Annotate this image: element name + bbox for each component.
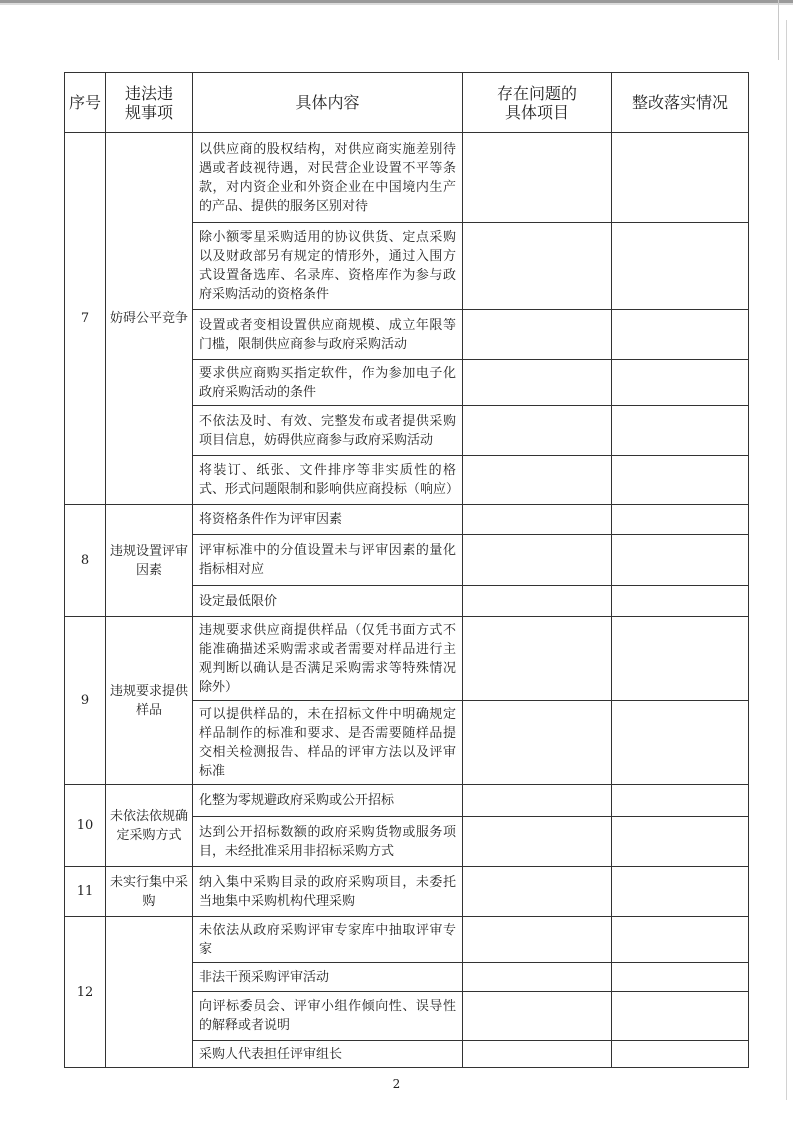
table-body [65,133,749,1068]
violation-category [106,917,193,1068]
rectify-cell[interactable] [612,963,749,992]
content-cell: 设置或者变相设置供应商规模、成立年限等门槛，限制供应商参与政府采购活动 [193,310,463,360]
issues-cell[interactable] [463,817,612,867]
scan-edge-right [786,20,787,1100]
rectify-cell[interactable] [612,456,749,505]
violation-category: 违规要求提供样品 [106,617,193,785]
row-number: 8 [65,505,106,617]
content-cell: 将资格条件作为评审因素 [193,505,463,535]
header-item [106,73,193,133]
header-seq: 序号 [65,73,106,133]
issues-cell[interactable] [463,223,612,310]
header-item-label: 违法违规事项 [124,83,173,122]
issues-cell[interactable] [463,867,612,917]
content-cell: 可以提供样品的，未在招标文件中明确规定样品制作的标准和要求、是否需要随样品提交相关检测报告、样品的评审方法以及评审标准 [193,701,463,785]
table-row [65,617,749,701]
table-row [65,867,749,917]
scan-edge-right-mark [778,0,779,60]
rectify-cell[interactable] [612,586,749,617]
table-row [65,917,749,963]
issues-cell[interactable] [463,456,612,505]
rectify-cell[interactable] [612,133,749,223]
violation-category: 未依法依规确定采购方式 [106,785,193,867]
inspection-table [64,72,749,1068]
issues-cell[interactable] [463,535,612,586]
rectify-cell[interactable] [612,817,749,867]
row-number: 12 [65,917,106,1068]
row-number: 7 [65,133,106,505]
header-issues-label: 存在问题的具体项目 [496,83,577,122]
header-issues [463,73,612,133]
content-cell: 向评标委员会、评审小组作倾向性、误导性的解释或者说明 [193,992,463,1041]
issues-cell[interactable] [463,505,612,535]
page-number: 2 [392,1077,401,1091]
rectify-cell[interactable] [612,785,749,817]
issues-cell[interactable] [463,133,612,223]
header-rectify: 整改落实情况 [612,73,749,133]
rectify-cell[interactable] [612,535,749,586]
content-cell: 纳入集中采购目录的政府采购项目，未委托当地集中采购机构代理采购 [193,867,463,917]
table-header-row [65,73,749,133]
issues-cell[interactable] [463,617,612,701]
issues-cell[interactable] [463,360,612,406]
violation-category: 未实行集中采购 [106,867,193,917]
rectify-cell[interactable] [612,701,749,785]
content-cell: 达到公开招标数额的政府采购货物或服务项目，未经批准采用非招标采购方式 [193,817,463,867]
rectify-cell[interactable] [612,867,749,917]
content-cell: 以供应商的股权结构，对供应商实施差别待遇或者歧视待遇，对民营企业设置不平等条款，对内资企业和外资企业在中国境内生产的产品、提供的服务区别对待 [193,133,463,223]
rectify-cell[interactable] [612,223,749,310]
issues-cell[interactable] [463,701,612,785]
rectify-cell[interactable] [612,505,749,535]
rectify-cell[interactable] [612,310,749,360]
issues-cell[interactable] [463,310,612,360]
rectify-cell[interactable] [612,1041,749,1068]
content-cell: 非法干预采购评审活动 [193,963,463,992]
header-content: 具体内容 [193,73,463,133]
rectify-cell[interactable] [612,917,749,963]
content-cell: 不依法及时、有效、完整发布或者提供采购项目信息，妨碍供应商参与政府采购活动 [193,406,463,456]
issues-cell[interactable] [463,1041,612,1068]
violation-category: 违规设置评审因素 [106,505,193,617]
content-cell: 采购人代表担任评审组长 [193,1041,463,1068]
scan-edge-top-shade [0,3,793,5]
row-number: 11 [65,867,106,917]
rectify-cell[interactable] [612,617,749,701]
table-row [65,785,749,817]
issues-cell[interactable] [463,586,612,617]
rectify-cell[interactable] [612,406,749,456]
content-cell: 化整为零规避政府采购或公开招标 [193,785,463,817]
row-number: 10 [65,785,106,867]
issues-cell[interactable] [463,992,612,1041]
content-cell: 设定最低限价 [193,586,463,617]
rectify-cell[interactable] [612,360,749,406]
content-cell: 评审标准中的分值设置未与评审因素的量化指标相对应 [193,535,463,586]
violation-category: 妨碍公平竞争 [106,133,193,505]
row-number: 9 [65,617,106,785]
table-row [65,133,749,223]
content-cell: 违规要求供应商提供样品（仅凭书面方式不能准确描述采购需求或者需要对样品进行主观判断以确认是否满足采购需求等特殊情况除外） [193,617,463,701]
table-row [65,505,749,535]
issues-cell[interactable] [463,917,612,963]
rectify-cell[interactable] [612,992,749,1041]
content-cell: 将装订、纸张、文件排序等非实质性的格式、形式问题限制和影响供应商投标（响应） [193,456,463,505]
content-cell: 要求供应商购买指定软件，作为参加电子化政府采购活动的条件 [193,360,463,406]
issues-cell[interactable] [463,963,612,992]
issues-cell[interactable] [463,785,612,817]
content-cell: 未依法从政府采购评审专家库中抽取评审专家 [193,917,463,963]
issues-cell[interactable] [463,406,612,456]
content-cell: 除小额零星采购适用的协议供货、定点采购以及财政部另有规定的情形外，通过入围方式设置备选库、名录库、资格库作为参与政府采购活动的资格条件 [193,223,463,310]
